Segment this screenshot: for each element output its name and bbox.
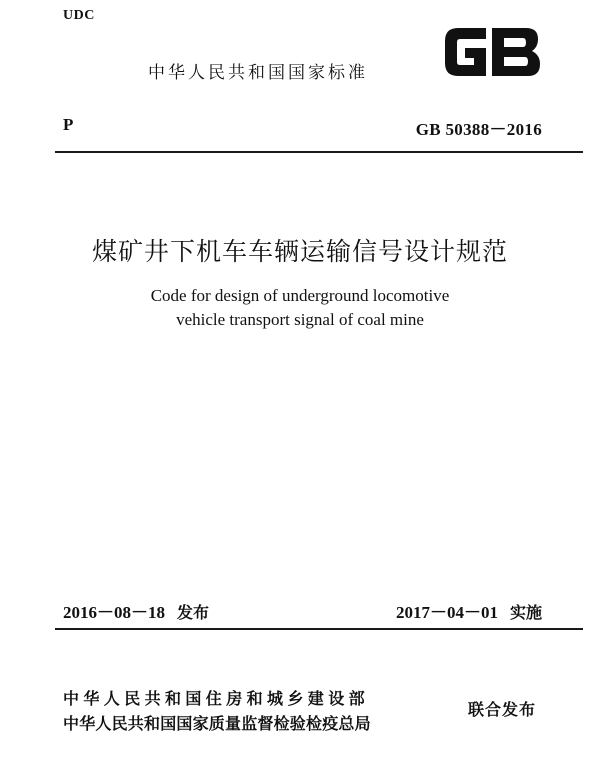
issue-date-block (63, 598, 209, 623)
title-english-line-2: vehicle transport signal of coal mine (176, 310, 424, 329)
joint-release-label: 联合发布 (468, 700, 537, 719)
title-chinese: 煤矿井下机车车辆运输信号设计规范 (91, 237, 508, 266)
bottom-divider (55, 628, 583, 630)
category-code: P (63, 115, 74, 134)
national-standard-heading: 中华人民共和国国家标准 (148, 63, 368, 83)
standard-number: GB 50388－2016 (415, 120, 542, 139)
implement-label: 实施 (509, 603, 542, 622)
issuer-ministry-housing: 中华人民共和国住房和城乡建设部 (63, 689, 370, 708)
gb-logo (440, 22, 544, 82)
implement-date-block (396, 598, 542, 623)
udc-label: UDC (63, 8, 95, 23)
implement-date: 2017－04－01 (395, 603, 498, 622)
title-english-line-1: Code for design of underground locomotive (150, 286, 450, 305)
issue-label: 发布 (177, 603, 210, 622)
issue-date: 2016－08－18 (63, 603, 165, 622)
issuer-aqsiq: 中华人民共和国国家质量监督检验检疫总局 (63, 714, 371, 733)
top-divider (55, 151, 583, 153)
